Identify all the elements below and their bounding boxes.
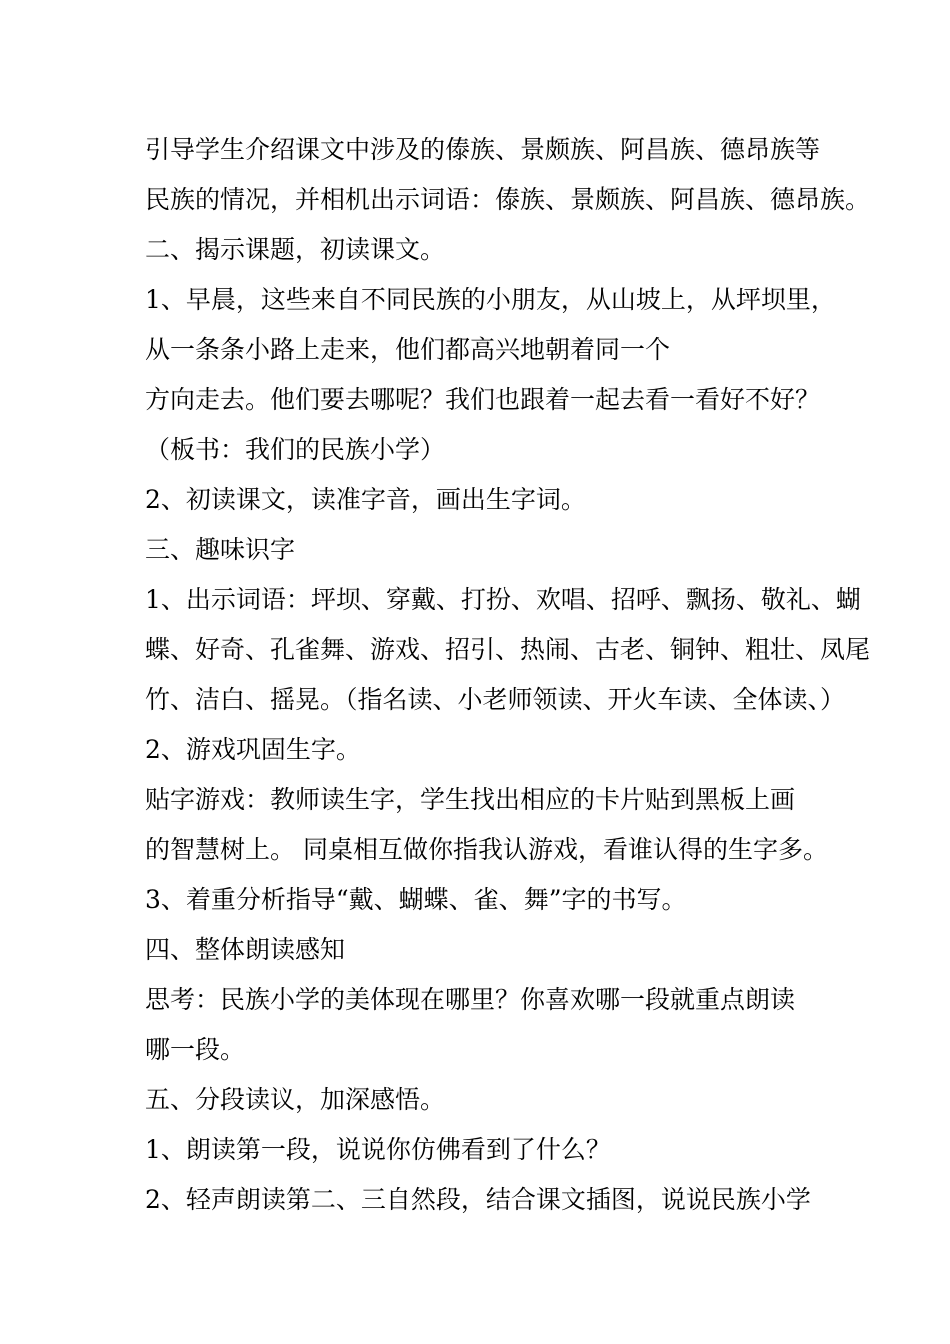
- section-heading: 二、揭示课题，初读课文。: [145, 235, 446, 264]
- text-line: 2、游戏巩固生字。: [145, 735, 361, 764]
- text-line: 贴字游戏：教师读生字，学生找出相应的卡片贴到黑板上画: [145, 785, 796, 814]
- text-line: 1、早晨，这些来自不同民族的小朋友，从山坡上，从坪坝里，: [145, 285, 836, 314]
- text-line: 蝶、好奇、孔雀舞、游戏、招引、热闹、古老、铜钟、粗壮、凤尾: [145, 635, 871, 664]
- text-line: 哪一段。: [145, 1035, 246, 1064]
- section-heading: 五、分段读议，加深感悟。: [145, 1085, 446, 1114]
- text-line: 引导学生介绍课文中涉及的傣族、景颇族、阿昌族、德昂族等: [145, 135, 821, 164]
- section-heading: 三、趣味识字: [145, 535, 296, 564]
- section-heading: 四、整体朗读感知: [145, 935, 346, 964]
- text-line: 2、初读课文，读准字音，画出生字词。: [145, 485, 586, 514]
- text-line: 竹、洁白、摇晃。（指名读、小老师领读、开火车读、全体读、）: [145, 685, 846, 714]
- text-line: 从一条条小路上走来，他们都高兴地朝着同一个: [145, 335, 671, 364]
- text-line: 3、着重分析指导“戴、蝴蝶、雀、舞”字的书写。: [145, 885, 687, 914]
- text-line: 1、出示词语：坪坝、穿戴、打扮、欢唱、招呼、飘扬、敬礼、蝴: [145, 585, 861, 614]
- text-line: 方向走去。他们要去哪呢？我们也跟着一起去看一看好不好？: [145, 385, 821, 414]
- text-line: 2、轻声朗读第二、三自然段，结合课文插图，说说民族小学: [145, 1185, 811, 1214]
- text-line: （板书：我们的民族小学）: [145, 435, 446, 464]
- text-line: 思考：民族小学的美体现在哪里？你喜欢哪一段就重点朗读: [145, 985, 796, 1014]
- text-line: 的智慧树上。 同桌相互做你指我认游戏，看谁认得的生字多。: [145, 835, 828, 864]
- text-line: 1、朗读第一段，说说你仿佛看到了什么？: [145, 1135, 611, 1164]
- text-line: 民族的情况，并相机出示词语：傣族、景颇族、阿昌族、德昂族。: [145, 185, 871, 214]
